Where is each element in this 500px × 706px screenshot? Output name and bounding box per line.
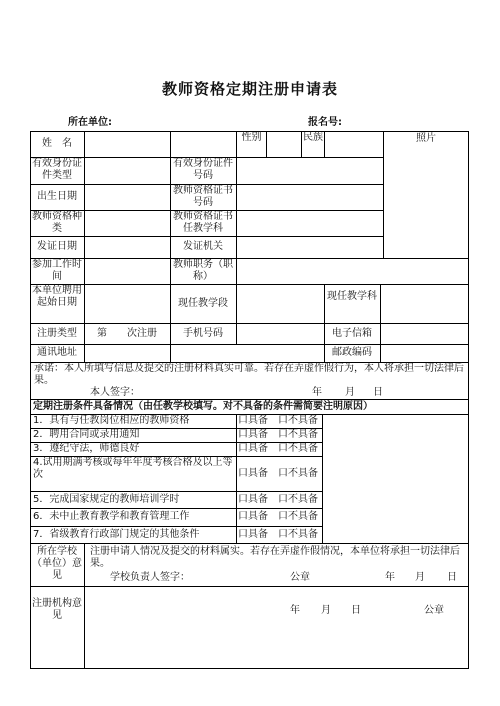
condition-option[interactable]: 口具备 口不具备	[238, 468, 318, 479]
certificate-type-label: 教师资格种类	[32, 211, 82, 234]
phone-label: 手机号码	[183, 328, 223, 339]
email-label: 电子信箱	[332, 328, 372, 339]
unit-label: 所在单位:	[68, 117, 112, 128]
condition-option[interactable]: 口具备 口不具备	[238, 529, 318, 540]
condition-option[interactable]: 口具备 口不具备	[238, 494, 318, 505]
school-day: 日	[447, 572, 457, 583]
school-month: 月	[415, 572, 425, 583]
registration-count: 第 次注册	[97, 328, 157, 339]
photo-label: 照片	[416, 133, 436, 144]
form-table	[30, 131, 469, 669]
condition-option[interactable]: 口具备 口不具备	[238, 415, 318, 426]
issuing-authority-label: 发证机关	[183, 241, 223, 252]
school-opinion-label: 所在学校（单位）意见	[32, 546, 82, 581]
condition-item: 7．省级教育行政部门规定的其他条件	[33, 529, 200, 540]
condition-item: 2．聘用合同或录用通知	[33, 429, 140, 440]
issue-date-label: 发证日期	[37, 241, 77, 252]
registry-seal-label: 公章	[424, 605, 444, 616]
current-stage-label: 现任教学段	[178, 298, 228, 309]
condition-item: 3．遵纪守法，师德良好	[33, 443, 140, 454]
id-number-label: 有效身份证件号码	[173, 158, 233, 181]
school-seal-label: 公章	[290, 572, 310, 583]
condition-item: 5．完成国家规定的教师培训学时	[33, 494, 180, 505]
name-label: 姓 名	[42, 138, 72, 149]
registry-day: 日	[351, 605, 361, 616]
current-subject-label: 现任教学科	[327, 291, 377, 302]
address-label: 通讯地址	[37, 347, 77, 358]
registration-number-label: 报名号:	[308, 117, 342, 128]
certificate-subject-label: 教师资格证书任教学科	[173, 211, 233, 234]
pledge-signature-label: 本人签字：	[90, 387, 140, 398]
registration-type-label: 注册类型	[37, 328, 77, 339]
school-signer-label: 学校负责人签字：	[110, 572, 190, 583]
condition-item: 1．具有与任教岗位相应的教师资格	[33, 415, 190, 426]
hire-start-label: 本单位聘用起始日期	[32, 285, 82, 308]
condition-option[interactable]: 口具备 口不具备	[238, 443, 318, 454]
teacher-title-label: 教师职务（职称）	[173, 259, 233, 282]
condition-option[interactable]: 口具备 口不具备	[238, 429, 318, 440]
condition-item: 6．未中止教育教学和教育管理工作	[33, 511, 190, 522]
gender-label: 性别	[241, 132, 262, 143]
registry-year: 年	[290, 605, 300, 616]
school-statement: 注册申请人情况及提交的材料属实。若存在弄虚作假情况，本单位将承担一切法律后果。	[90, 546, 460, 569]
conditions-header: 定期注册条件具备情况（由任教学校填写。对不具备的条件需简要注明原因）	[33, 401, 373, 412]
certificate-number-label: 教师资格证书号码	[173, 185, 233, 208]
school-year: 年	[385, 572, 395, 583]
work-start-label: 参加工作时间	[32, 259, 82, 282]
condition-option[interactable]: 口具备 口不具备	[238, 511, 318, 522]
ethnicity-label: 民族	[303, 132, 323, 143]
pledge-text: 承诺：本人所填写信息及提交的注册材料真实可靠。若存在弄虚作假行为，本人将承担一切法律后果。	[34, 363, 464, 386]
id-type-label: 有效身份证件类型	[32, 158, 82, 181]
zip-code-label: 邮政编码	[332, 347, 372, 358]
pledge-month: 月	[345, 387, 355, 398]
form-title: 教师资格定期注册申请表	[161, 80, 338, 98]
registry-month: 月	[321, 605, 331, 616]
pledge-day: 日	[373, 387, 383, 398]
pledge-year: 年	[312, 387, 322, 398]
registry-opinion-label: 注册机构意见	[32, 598, 82, 621]
condition-item: 4.试用期满考核或每年年度考核合格及以上等次	[33, 457, 233, 480]
birth-date-label: 出生日期	[37, 191, 77, 202]
